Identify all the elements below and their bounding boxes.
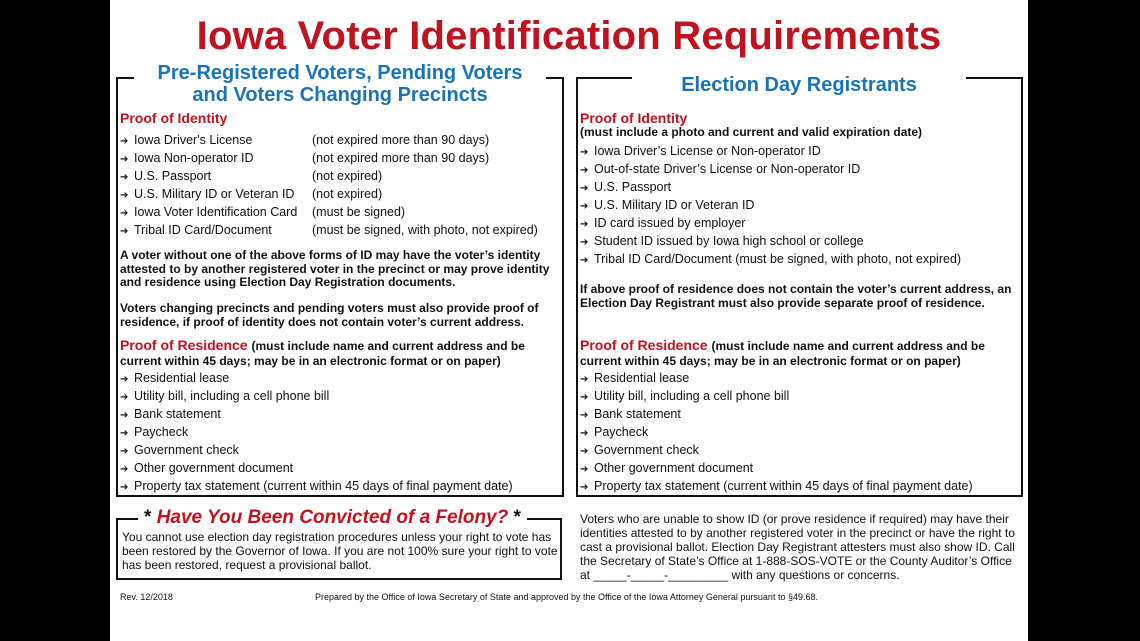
list-item: [120, 441, 560, 459]
list-item: [120, 185, 560, 203]
list-item: [120, 149, 560, 167]
left-residence-note: (must include name and current address and be current within 45 days; may be in an electronic format or on paper): [120, 339, 525, 368]
right-proof-residence-heading: [580, 338, 1020, 368]
list-item: [580, 142, 1020, 160]
list-item: [580, 387, 1020, 405]
list-item: [580, 405, 1020, 423]
felony-heading-text: Have You Been Convicted of a Felony?: [156, 507, 509, 528]
arrow-icon: ➔: [580, 165, 589, 176]
list-item: [120, 369, 560, 387]
arrow-icon: ➔: [580, 183, 589, 194]
right-residence-list: [580, 369, 1020, 495]
arrow-icon: ➔: [580, 219, 589, 230]
list-item-text: Utility bill, including a cell phone bill: [594, 389, 790, 403]
arrow-icon: ➔: [120, 428, 129, 439]
list-item-detail: (not expired): [312, 187, 383, 201]
list-item: [120, 387, 560, 405]
list-item-text: Bank statement: [134, 407, 221, 421]
arrow-icon: ➔: [580, 147, 589, 158]
list-item-text: U.S. Passport: [134, 169, 212, 183]
arrow-icon: ➔: [120, 172, 129, 183]
list-item-text: Tribal ID Card/Document: [134, 223, 272, 237]
list-item: [580, 232, 1020, 250]
list-item-text: Iowa Voter Identification Card: [134, 205, 298, 219]
list-item-text: U.S. Passport: [594, 180, 672, 194]
list-item-detail: (must be signed): [312, 205, 406, 219]
arrow-icon: ➔: [120, 226, 129, 237]
list-item-text: Iowa Driver’s License or Non-operator ID: [594, 144, 821, 158]
list-item: [580, 250, 1020, 268]
list-item-text: Paycheck: [134, 425, 189, 439]
list-item: [580, 214, 1020, 232]
left-heading-line1: Pre-Registered Voters, Pending Voters: [157, 62, 523, 84]
list-item: [120, 131, 560, 149]
felony-heading: [138, 507, 527, 529]
list-item-text: Out-of-state Driver’s License or Non-operator ID: [594, 162, 861, 176]
attestation-text: Voters who are unable to show ID (or prove residence if required) may have their identities attested to by another registered voter in the precinct or have the right to cast a provisional ballot. Election Day Registrant attesters must also show ID. Call the Secretary of State’s Office at 1-888-SOS-VOTE or the County Auditor’s Office at _____-_____-_________ with any questions or concerns.: [580, 512, 1015, 582]
right-residence-note: (must include name and current address and be current within 45 days; may be in an electronic format or on paper): [580, 339, 985, 368]
list-item: [580, 459, 1020, 477]
arrow-icon: ➔: [580, 428, 589, 439]
list-item: [120, 459, 560, 477]
list-item-text: Iowa Driver's License: [134, 133, 253, 147]
left-residence-list: [120, 369, 560, 495]
list-item-text: Government check: [134, 443, 239, 457]
arrow-icon: ➔: [580, 201, 589, 212]
list-item: [120, 203, 560, 221]
list-item: [580, 423, 1020, 441]
list-item-text: U.S. Military ID or Veteran ID: [594, 198, 755, 212]
felony-text: You cannot use election day registration procedures unless your right to vote has been restored by the Governor of Iowa. If you are not 100% sure your right to vote has been restored, request a provisional ballot.: [122, 530, 558, 572]
list-item: [580, 477, 1020, 495]
arrow-icon: ➔: [580, 446, 589, 457]
list-item-text: Government check: [594, 443, 699, 457]
arrow-icon: ➔: [120, 374, 129, 385]
list-item-text: Tribal ID Card/Document (must be signed, with photo, not expired): [594, 252, 962, 266]
arrow-icon: ➔: [120, 446, 129, 457]
left-heading-line2: and Voters Changing Precincts: [192, 84, 488, 106]
list-item: [580, 441, 1020, 459]
left-proof-residence-label: Proof of Residence: [120, 337, 248, 353]
arrow-icon: ➔: [120, 464, 129, 475]
felony-star-right: *: [513, 507, 521, 528]
list-item-detail: (not expired more than 90 days): [312, 133, 490, 147]
list-item: [120, 167, 560, 185]
list-item-text: Iowa Non-operator ID: [134, 151, 254, 165]
right-proof-residence-label: Proof of Residence: [580, 337, 708, 353]
list-item-text: Residential lease: [134, 371, 230, 385]
arrow-icon: ➔: [120, 208, 129, 219]
right-identity-list: [580, 142, 1020, 268]
left-proof-identity-label: Proof of Identity: [120, 110, 228, 126]
arrow-icon: ➔: [580, 374, 589, 385]
arrow-icon: ➔: [580, 464, 589, 475]
right-separate-residence-paragraph: If above proof of residence does not contain the voter’s current address, an Election Day Registrant must also provide separate proof of residence.: [580, 282, 1012, 310]
list-item-detail: (not expired more than 90 days): [312, 151, 490, 165]
list-item-text: Residential lease: [594, 371, 690, 385]
left-attest-paragraph: A voter without one of the above forms of ID may have the voter’s identity attested to by another registered voter in the precinct or may prove identity and residence using Election Day Registration documents.: [120, 248, 550, 290]
right-identity-note: (must include a photo and current and valid expiration date): [580, 125, 923, 139]
left-panel-heading: [134, 62, 546, 106]
list-item-text: Bank statement: [594, 407, 681, 421]
left-identity-list: [120, 131, 560, 239]
list-item: [120, 405, 560, 423]
arrow-icon: ➔: [580, 482, 589, 493]
arrow-icon: ➔: [120, 410, 129, 421]
right-proof-identity-label: Proof of Identity: [580, 110, 688, 126]
list-item: [120, 221, 560, 239]
list-item-text: Other government document: [594, 461, 754, 475]
arrow-icon: ➔: [580, 237, 589, 248]
left-changing-precinct-paragraph: Voters changing precincts and pending voters must also provide proof of residence, if proof of identity does not contain voter’s current address.: [120, 301, 539, 329]
list-item-detail: (not expired): [312, 169, 383, 183]
left-proof-residence-heading: [120, 338, 560, 368]
prepared-by-note: Prepared by the Office of Iowa Secretary of State and approved by the Office of the Iowa Attorney General pursuant to §49.68.: [315, 592, 818, 602]
right-panel-heading: Election Day Registrants: [632, 74, 966, 96]
revision-date: Rev. 12/2018: [120, 592, 173, 602]
list-item: [580, 160, 1020, 178]
felony-star-left: *: [144, 507, 152, 528]
list-item-text: Property tax statement (current within 45 days of final payment date): [134, 479, 513, 493]
list-item-text: Utility bill, including a cell phone bill: [134, 389, 330, 403]
arrow-icon: ➔: [120, 392, 129, 403]
list-item-detail: (must be signed, with photo, not expired): [312, 223, 538, 237]
arrow-icon: ➔: [580, 410, 589, 421]
voter-id-flyer: [110, 0, 1028, 641]
list-item: [580, 178, 1020, 196]
list-item-text: Property tax statement (current within 45 days of final payment date): [594, 479, 973, 493]
list-item: [120, 423, 560, 441]
arrow-icon: ➔: [120, 154, 129, 165]
list-item-text: U.S. Military ID or Veteran ID: [134, 187, 295, 201]
list-item: [580, 196, 1020, 214]
arrow-icon: ➔: [580, 392, 589, 403]
arrow-icon: ➔: [120, 482, 129, 493]
list-item-text: Other government document: [134, 461, 294, 475]
arrow-icon: ➔: [120, 190, 129, 201]
list-item-text: ID card issued by employer: [594, 216, 746, 230]
list-item-text: Student ID issued by Iowa high school or college: [594, 234, 864, 248]
list-item-text: Paycheck: [594, 425, 649, 439]
arrow-icon: ➔: [580, 255, 589, 266]
page-title: Iowa Voter Identification Requirements: [196, 14, 942, 58]
list-item: [120, 477, 560, 495]
list-item: [580, 369, 1020, 387]
arrow-icon: ➔: [120, 136, 129, 147]
